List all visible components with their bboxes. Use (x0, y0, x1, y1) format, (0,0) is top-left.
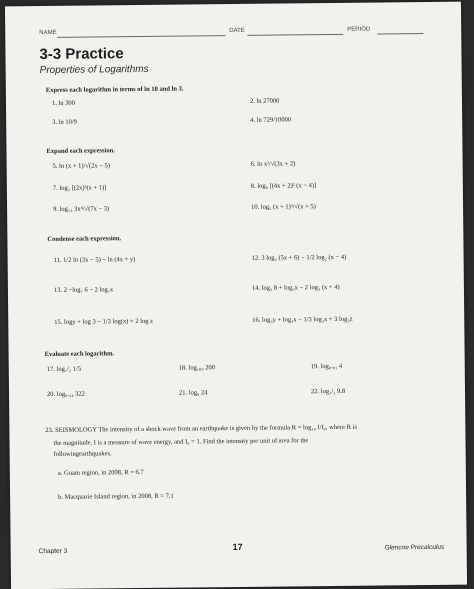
date-line (247, 34, 343, 36)
section3-instruction: Condense each expression. (47, 235, 122, 243)
date-label: DATE (229, 27, 245, 35)
problem-20: 20. log₀.₂₄ 322 (46, 390, 85, 398)
problem-4: 4. ln 729/10000 (250, 116, 292, 124)
problem-14: 14. log₃ 8 + log₃x − 2 log₃ (x + 4) (251, 283, 340, 292)
problem-6: 6. ln x²/√(3x + 2) (250, 160, 296, 168)
name-label: NAME (39, 29, 57, 37)
section2-instruction: Expand each expression. (46, 147, 115, 155)
problem-23b: b. Macquarie Island region, in 2008, R = 7.1 (58, 492, 174, 501)
problem-23-line-3: followingearthquakes. (53, 450, 112, 458)
problem-10: 10. log₂ (x + 1)³/√(x + 5) (251, 203, 316, 211)
problem-9: 9. log₁₃ 3x⁴/√(7x − 3) (53, 205, 110, 213)
period-label: PERIOD (347, 26, 371, 33)
problem-23a: a. Guam region, in 2008, R = 6.7 (57, 468, 144, 477)
problem-23-line-2: the magnitude, I is a measure of wave energy, and I₀ = 1. Find the intensity per unit of area for the (53, 437, 309, 447)
problem-15: 15. logy + log 3 − 1/3 log(x) + 2 log z (54, 317, 154, 326)
problem-3: 3. ln 10/9 (52, 118, 77, 126)
problem-22: 22. log₁/₃ 9.8 (310, 387, 346, 396)
worksheet-page (5, 2, 467, 589)
problem-2: 2. ln 27000 (249, 97, 280, 105)
problem-8: 8. log₈ [(4x + 2)² (x − 4)] (250, 182, 317, 190)
section1-instruction: Express each logarithm in terms of ln 10 and ln 3. (45, 85, 184, 94)
problem-16: 16. log₃y + log₃x − 1/3 log₃x + 3 log₃z (252, 315, 353, 324)
period-line (377, 33, 423, 34)
section4-instruction: Evaluate each logarithm. (44, 350, 115, 359)
problem-21: 21. log₆ 24 (178, 389, 208, 397)
problem-13: 13. 2 −log₇ 6 − 2 log₇x (53, 286, 114, 294)
problem-18: 18. log₁₀₀ 200 (178, 364, 216, 372)
problem-5: 5. ln (x + 1)/√(2x − 5) (52, 162, 110, 170)
name-line (57, 35, 225, 38)
problem-17: 17. log₁/₂ 1/5 (46, 365, 82, 373)
problem-12: 12. 3 log₂ (5x + 6) − 1/2 log₂ (x − 4) (251, 253, 347, 262)
page-number: 17 (232, 541, 243, 553)
page-subtitle: Properties of Logarithms (39, 63, 149, 77)
problem-1: 1. ln 300 (51, 99, 75, 107)
problem-19: 19. log₀.₀₁ 4 (310, 362, 343, 371)
problem-7: 7. log₂ [(2x)³(x + 1)] (52, 184, 107, 192)
problem-23-line-1: 23. SEISMOLOGY The intensity of a shock wave from an earthquake is given by the formula R = log₁₀ I/I₀, where R is (45, 423, 358, 435)
footer-book: Glencoe Precalculus (384, 543, 445, 552)
footer-chapter: Chapter 3 (38, 547, 68, 556)
page-title: 3-3 Practice (39, 45, 124, 64)
problem-11: 11. 1/2 ln (3x − 5) − ln (4x + y) (53, 256, 136, 264)
